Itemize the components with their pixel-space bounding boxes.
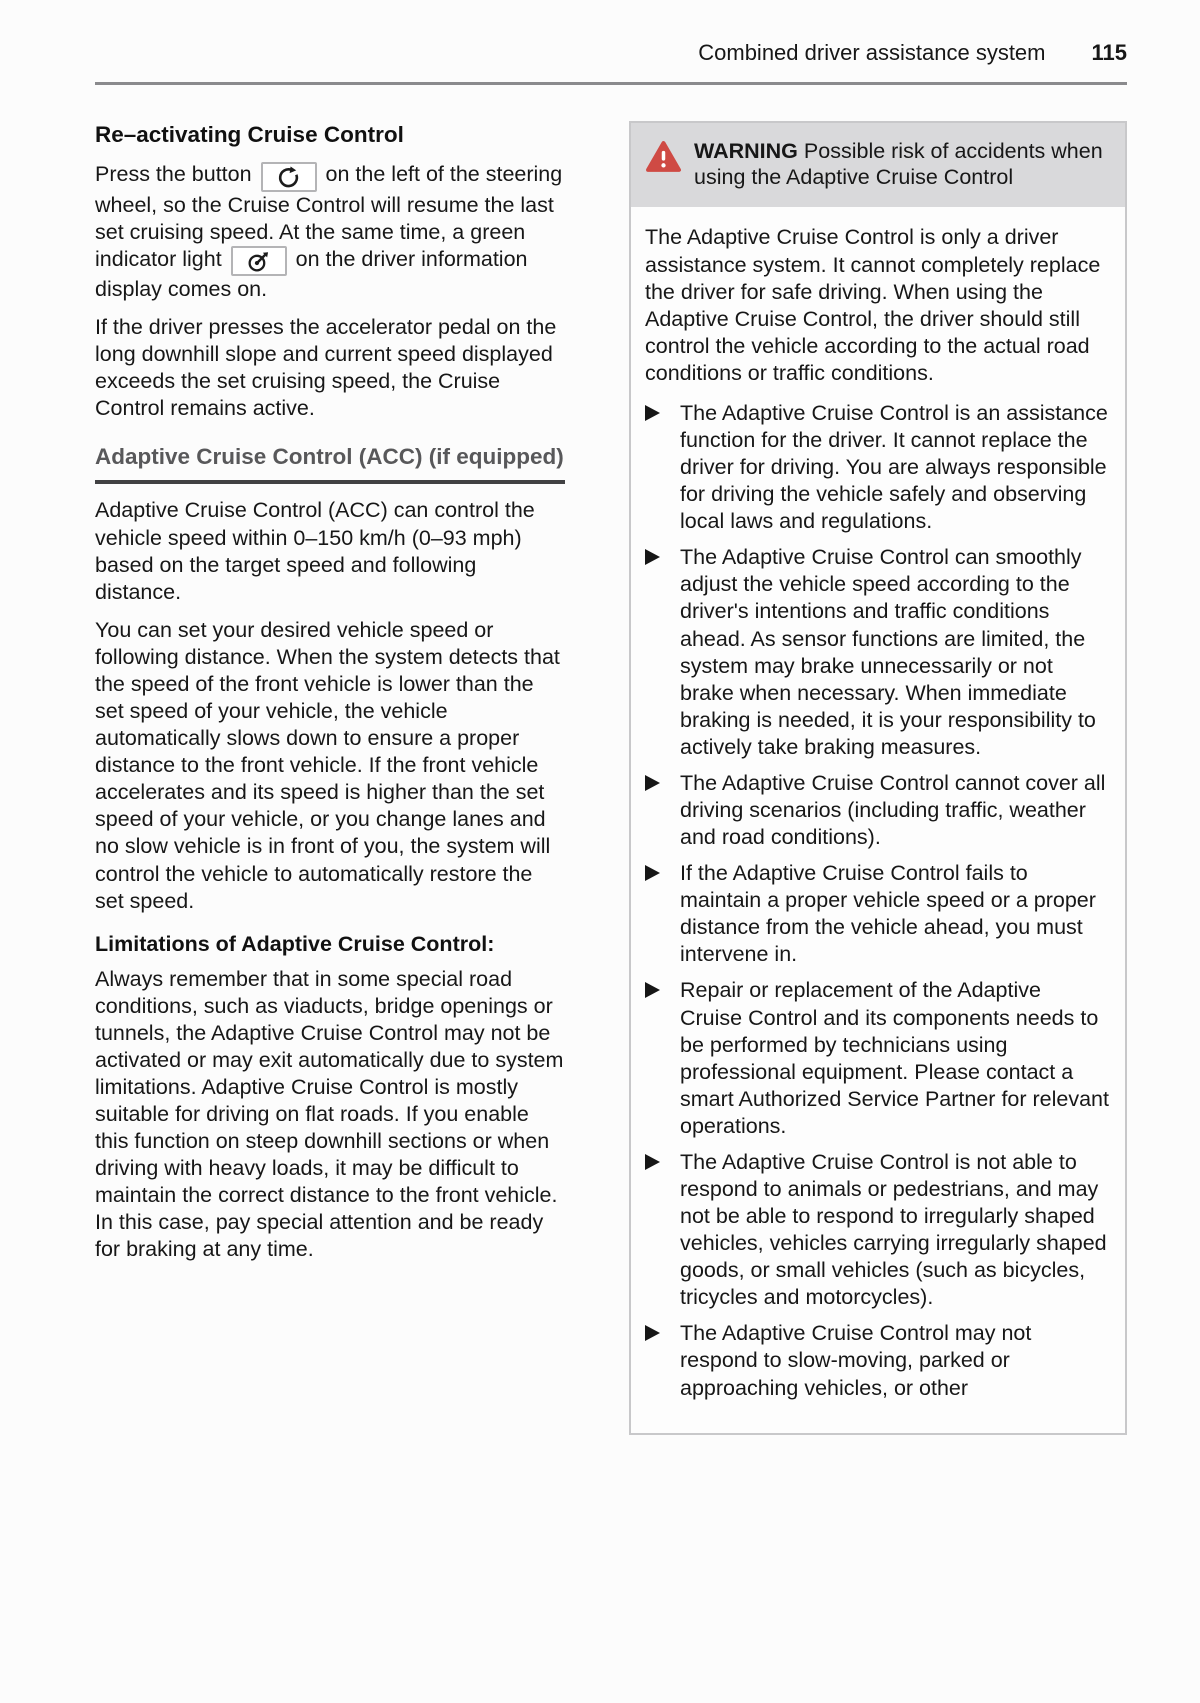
warning-intro-paragraph: The Adaptive Cruise Control is only a driver assistance system. It cannot completely replace the driver for safe driving. When using the Adaptive Cruise Control, the driver should still control the vehicle according to the actual road conditions or traffic conditions.	[645, 225, 1101, 385]
list-item	[645, 544, 1109, 761]
list-item	[645, 1149, 1109, 1311]
list-item	[645, 400, 1109, 535]
warning-body	[631, 207, 1125, 1432]
bullet-text: The Adaptive Cruise Control is not able to respond to animals or pedestrians, and may not be able to respond to irregularly shaped vehicles, vehicles carrying irregularly shaped goods, or small vehicles (such as bicycles, tricycles and motorcycles).	[680, 1149, 1107, 1310]
heading-limitations: Limitations of Adaptive Cruise Control:	[95, 931, 495, 956]
bullet-text: The Adaptive Cruise Control can smoothly adjust the vehicle speed according to the driver's intentions and traffic conditions ahead. As sensor functions are limited, the system may brake unnecessarily or not brake when necessary. When immediate braking is needed, it is your responsibility to actively take braking measures.	[680, 545, 1096, 759]
warning-bullet-list	[645, 400, 1109, 1402]
bullet-text: The Adaptive Cruise Control is an assistance function for the driver. It cannot replace the driver for driving. You are always responsible for driving the vehicle safely and observing local laws and regulations.	[680, 400, 1108, 534]
page-number: 115	[1091, 40, 1127, 65]
paragraph-limitations: Always remember that in some special road conditions, such as viaducts, bridge openings or tunnels, the Adaptive Cruise Control may not be activated or may exit automatically due to system limitations. Adaptive Cruise Control is mostly suitable for driving on flat roads. If you enable this function on steep downhill sections or when driving with heavy loads, it may be difficult to maintain the correct distance to the front vehicle. In this case, pay special attention and be ready for braking at any time.	[95, 966, 564, 1262]
section-heading-reactivating: Re–activating Cruise Control	[95, 122, 404, 147]
right-triangle-bullet-icon	[645, 405, 660, 421]
paragraph-reactivate-1	[95, 161, 565, 303]
warning-triangle-icon	[645, 140, 682, 173]
right-triangle-bullet-icon	[645, 982, 660, 998]
warning-message: Possible risk of accidents when using the Adaptive Cruise Control	[694, 139, 1103, 190]
bullet-text: The Adaptive Cruise Control may not respond to slow-moving, parked or approaching vehicles, or other	[680, 1321, 1032, 1400]
page-header	[95, 0, 1127, 85]
bullet-text: The Adaptive Cruise Control cannot cover all driving scenarios (including traffic, weather and road conditions).	[680, 770, 1106, 850]
warning-text	[694, 138, 1109, 190]
text-between-icons: on the left of the steering wheel, so the Cruise Control will resume the last set cruising speed. At the same time, a green indicator light	[95, 162, 563, 271]
list-item	[645, 770, 1109, 851]
paragraph-acc-2: You can set your desired vehicle speed or following distance. When the system detects that the speed of the front vehicle is lower than the set speed of your vehicle, the vehicle automatically slows down to ensure a proper distance to the front vehicle. If the front vehicle accelerates and its speed is higher than the set speed of your vehicle, or you change lanes and no slow vehicle is in front of you, the system will control the vehicle to automatically restore the set speed.	[95, 617, 560, 913]
list-item	[645, 1320, 1109, 1401]
right-triangle-bullet-icon	[645, 1325, 660, 1341]
text-before-resume-button: Press the button	[95, 162, 252, 186]
right-triangle-bullet-icon	[645, 549, 660, 565]
warning-header	[631, 123, 1125, 207]
warning-label: WARNING	[694, 139, 798, 163]
list-item	[645, 977, 1109, 1139]
list-item	[645, 860, 1109, 968]
speedometer-icon	[246, 248, 271, 274]
text-after-indicator: on the driver information display comes on.	[95, 246, 528, 301]
cruise-indicator-light	[231, 246, 287, 276]
paragraph-reactivate-2: If the driver presses the accelerator pedal on the long downhill slope and current speed displayed exceeds the set cruising speed, the Cruise Control remains active.	[95, 314, 557, 420]
running-head-title: Combined driver assistance system	[698, 40, 1046, 65]
left-column	[95, 121, 565, 1275]
paragraph-acc-1: Adaptive Cruise Control (ACC) can control the vehicle speed within 0–150 km/h (0–93 mph) based on the target speed and following distance.	[95, 498, 535, 604]
section-heading-acc: Adaptive Cruise Control (ACC) (if equipped)	[95, 443, 565, 484]
two-column-layout	[95, 121, 1127, 1435]
clockwise-arrow-icon	[276, 164, 301, 189]
right-triangle-bullet-icon	[645, 1154, 660, 1170]
right-triangle-bullet-icon	[645, 775, 660, 791]
bullet-text: Repair or replacement of the Adaptive Cruise Control and its components needs to be performed by technicians using professional equipment. Please contact a smart Authorized Service Partner for relevant operations.	[680, 978, 1109, 1138]
right-column-warning-box	[629, 121, 1127, 1435]
right-triangle-bullet-icon	[645, 865, 660, 881]
cruise-resume-button	[261, 162, 317, 192]
bullet-text: If the Adaptive Cruise Control fails to maintain a proper vehicle speed or a proper distance from the vehicle ahead, you must intervene in.	[680, 861, 1096, 967]
